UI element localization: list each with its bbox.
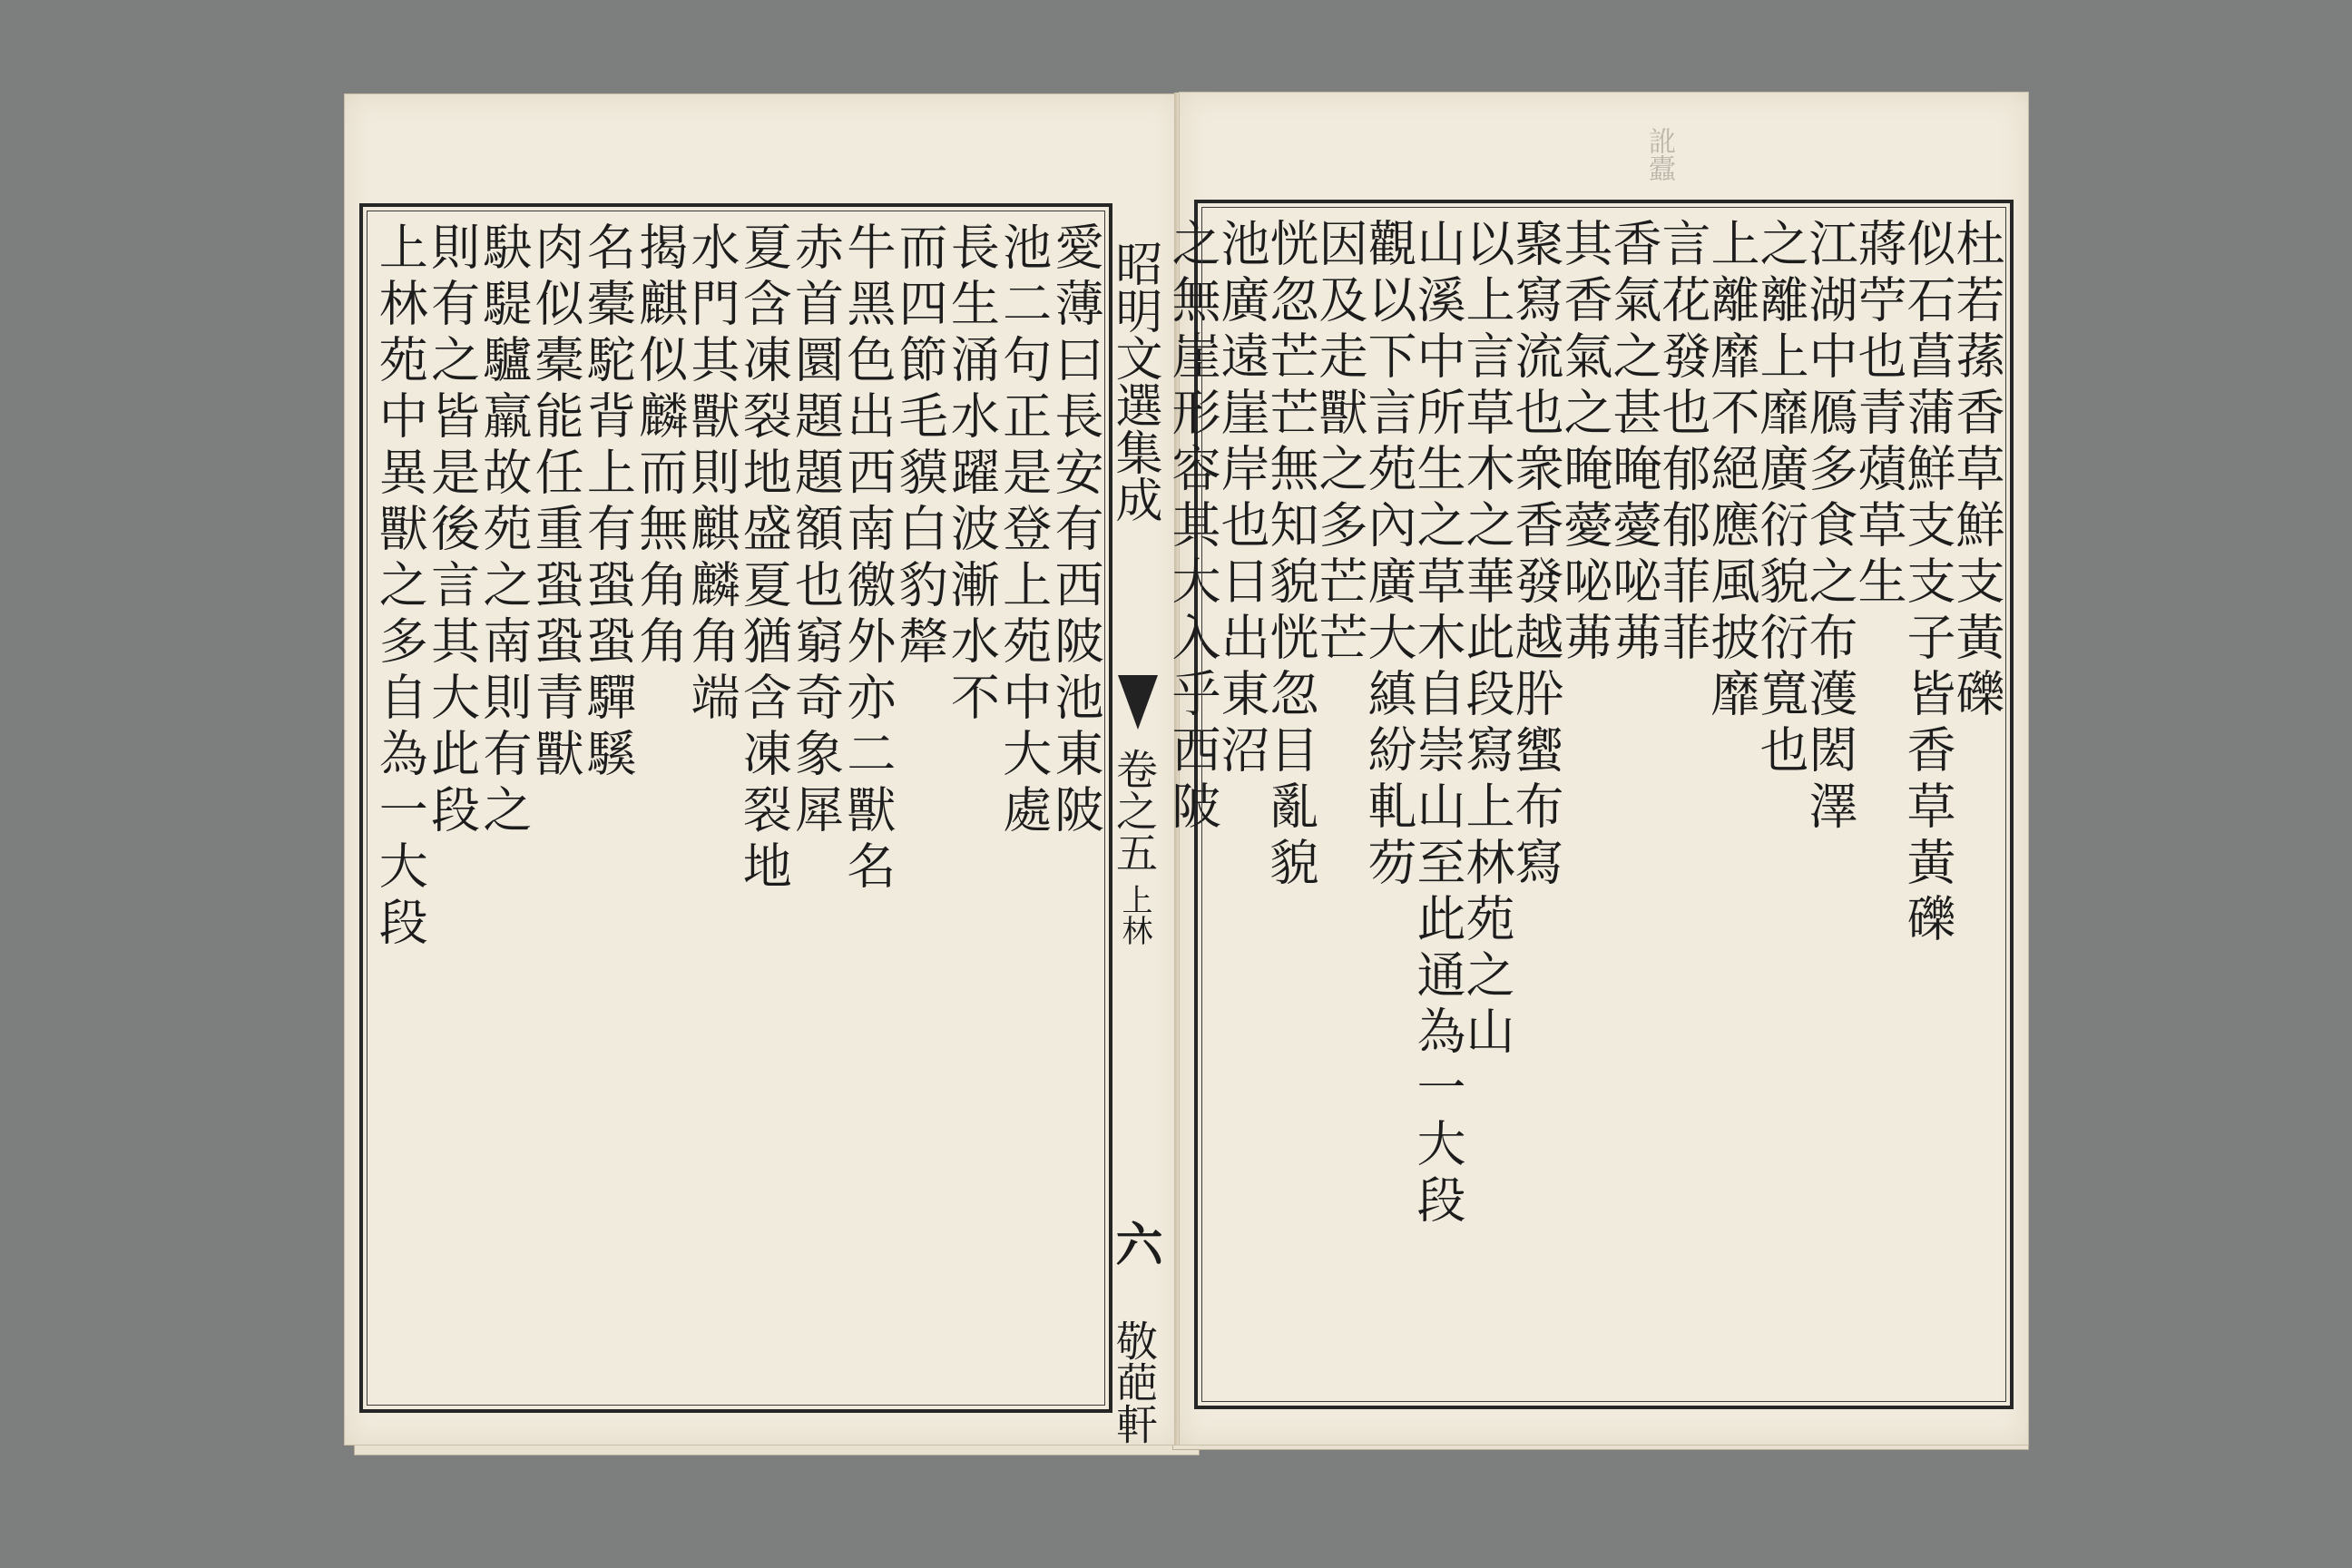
left_page-column: 夏含凍裂地盛夏猶含凍裂地 (735, 221, 793, 897)
left_page-column: 池二句正是登上苑中大處 (995, 221, 1053, 840)
left_page-column: 赤首圜題題額也窮奇象犀 (787, 221, 845, 840)
right_page-column: 因及走獸之多芒芒 (1311, 218, 1368, 668)
left_page-column: 長生涌水躍波漸水不 (943, 221, 1001, 728)
right_page-column: 恍忽芒芒無知貌恍忽目亂貌 (1262, 218, 1319, 893)
right_page-column: 山溪中所生之草木自崇山至此通為一大段 (1409, 218, 1466, 1230)
right_page-column: 池廣遠崖岸也日出東沼 (1213, 218, 1270, 780)
left_page-column: 愛薄曰長安有西陂池東陂 (1046, 221, 1104, 840)
section-label: 上林 (1116, 884, 1152, 946)
right_page-column: 香氣之甚晻薆咇茀 (1605, 218, 1662, 668)
right_page-column: 之離上靡廣衍貌衍寬也 (1752, 218, 1809, 780)
faint-stamp: 訛蠹 (1643, 127, 1675, 181)
right_page-column: 其香氣之晻薆咇茀 (1556, 218, 1613, 668)
left_page-column: 而四節毛貘白豹犛 (891, 221, 949, 671)
left_page-column: 水門其獸則麒麟角端 (682, 221, 740, 728)
volume-label: 卷之五 (1110, 748, 1159, 873)
left_page-column: 名橐駝背上有蛩蛩驒騱 (579, 221, 637, 784)
right-text-columns (1164, 218, 2005, 1391)
left-text-frame (359, 203, 1112, 1413)
fore-edge-strip (1105, 203, 1173, 1445)
right_page-column: 上離靡不絕應風披靡 (1703, 218, 1760, 724)
right-text-frame (1164, 200, 2014, 1409)
left-text-columns (371, 221, 1104, 1395)
left_page-column: 則有之皆是後言其大此段 (423, 221, 481, 840)
publisher-label: 敬葩軒 (1110, 1319, 1159, 1445)
right_page-column: 杜若蓀香草鮮支黃礫 (1948, 218, 2005, 724)
left_page-column: 上林苑中異獸之多自為一大段 (371, 221, 429, 953)
page-number: 六 (1107, 1220, 1162, 1267)
right_page-column: 觀以下言苑內廣大縝紛軋芴 (1360, 218, 1417, 893)
fish-tail-mark-icon (1118, 675, 1158, 730)
right_page-column: 似石菖蒲鮮支支子皆香草黃礫 (1899, 218, 1956, 949)
left_page-column: 駃騠驢羸故苑之南則有之 (475, 221, 533, 840)
left_page-column: 牛黑色出西南徼外亦二獸名 (838, 221, 897, 897)
left_page-column: 揭麒似麟而無角角 (631, 221, 689, 671)
right_page-column: 以上言草木之華此段寫上林苑之山 (1458, 218, 1515, 1062)
right-page (1164, 93, 2028, 1445)
right_page-column: 言花發也郁郁菲菲 (1654, 218, 1711, 668)
right_page-column: 聚寫流也衆香發越肸蠁布寫 (1507, 218, 1564, 893)
right_page-column: 江湖中鴈多食之布濩閎澤 (1801, 218, 1858, 837)
right_page-column: 之無崖形容其大入乎西陂 (1164, 218, 1221, 837)
left_page-column: 肉似橐能任重蛩蛩青獸 (527, 221, 585, 784)
book-title: 昭明文選集成 (1107, 240, 1161, 523)
left-page (345, 94, 1180, 1445)
right_page-column: 蔣苧也青薠草生 (1850, 218, 1907, 612)
